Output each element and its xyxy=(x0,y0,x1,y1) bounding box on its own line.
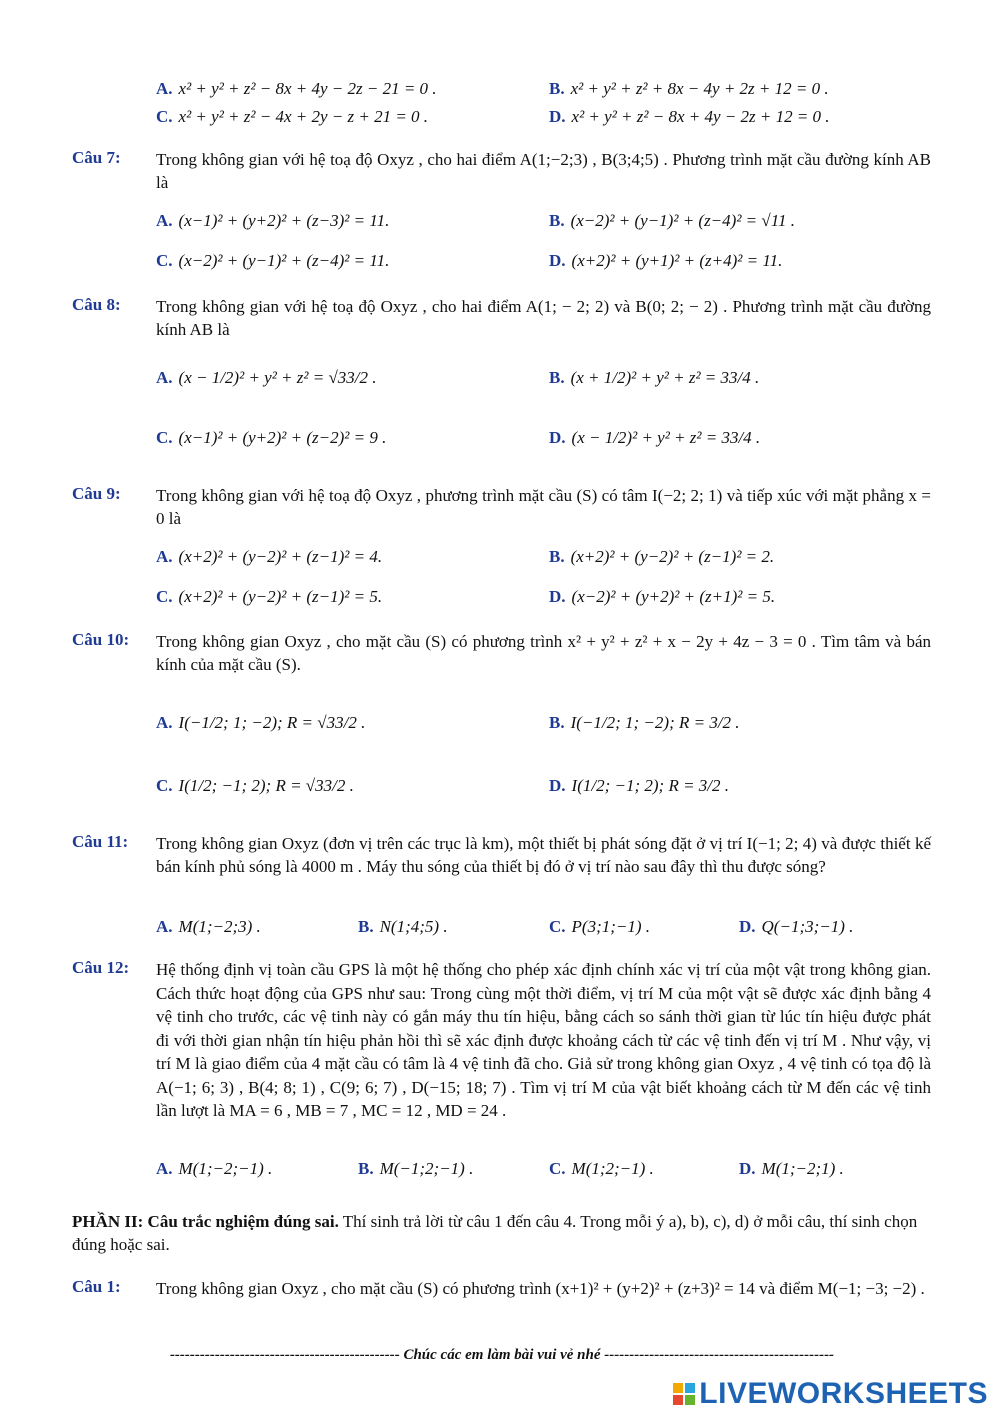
q12-text: Hệ thống định vị toàn cầu GPS là một hệ thống cho phép xác định chính xác vị trí của một vật trong không gian. Cách thức hoạt động của GPS như sau: Trong cùng một thời điểm, vị trí M của một vật sẽ được xác định bằng 4 vệ tinh cho trước, các vệ tinh này có gắn máy thu tín hiệu, bằng cách so sánh thời gian từ lúc tín hiệu được phát đi với thời gian nhận tín hiệu phản hồi thì sẽ xác định được khoảng cách từ các vệ tinh đến vị trí M . Như vậy, vị trí M là giao điểm của 4 mặt cầu có tâm là 4 vệ tinh đã cho. Giả sử trong không gian Oxyz , 4 vệ tinh có tọa độ là A(−1; 6; 3) , B(4; 8; 1) , C(9; 6; 7) , D(−15; 18; 7) . Tìm vị trí M của vật biết khoảng cách từ M đến các vệ tinh lần lượt là MA = 6 , MB = 7 , MC = 12 , MD = 24 . xyxy=(156,960,931,1120)
q10-option-d: D. I(1/2; −1; 2); R = 3/2 . xyxy=(549,776,730,795)
q6-option-a: A. x² + y² + z² − 8x + 4y − 2z − 21 = 0 . xyxy=(156,79,437,98)
q9-option-a: A. (x+2)² + (y−2)² + (z−1)² = 4. xyxy=(156,547,383,566)
q7-option-a: A. (x−1)² + (y+2)² + (z−3)² = 11. xyxy=(156,211,390,230)
q9-label: Câu 9: xyxy=(72,484,121,503)
q12-option-b: B. M(−1;2;−1) . xyxy=(358,1159,474,1178)
q12-option-a: A. M(1;−2;−1) . xyxy=(156,1159,273,1178)
q10-label: Câu 10: xyxy=(72,630,130,649)
q9-option-c: C. (x+2)² + (y−2)² + (z−1)² = 5. xyxy=(156,587,383,606)
q6-option-b: B. x² + y² + z² + 8x − 4y + 2z + 12 = 0 . xyxy=(549,79,829,98)
q8-option-a: A. (x − 1/2)² + y² + z² = √33/2 . xyxy=(156,368,377,387)
q10-option-b: B. I(−1/2; 1; −2); R = 3/2 . xyxy=(549,713,740,732)
q11-option-b: B. N(1;4;5) . xyxy=(358,917,448,936)
part2-q1-text: Trong không gian Oxyz , cho mặt cầu (S) có phương trình (x+1)² + (y+2)² + (z+3)² = 14 và điểm M(−1; −3; −2) . xyxy=(156,1279,925,1298)
q9-text: Trong không gian với hệ toạ độ Oxyz , phương trình mặt cầu (S) có tâm I(−2; 2; 1) và tiếp xúc với mặt phẳng x = 0 là xyxy=(156,486,931,528)
q7-label: Câu 7: xyxy=(72,148,121,167)
q7-text: Trong không gian với hệ toạ độ Oxyz , cho hai điểm A(1;−2;3) , B(3;4;5) . Phương trình mặt cầu đường kính AB là xyxy=(156,150,931,192)
q7-option-b: B. (x−2)² + (y−1)² + (z−4)² = √11 . xyxy=(549,211,795,230)
q9-option-b: B. (x+2)² + (y−2)² + (z−1)² = 2. xyxy=(549,547,775,566)
part2-header xyxy=(72,1210,932,1256)
q8-option-b: B. (x + 1/2)² + y² + z² = 33/4 . xyxy=(549,368,760,387)
part2-q1-label: Câu 1: xyxy=(72,1277,121,1296)
q11-option-d: D. Q(−1;3;−1) . xyxy=(739,917,854,936)
part2-heading: PHẦN II: Câu trắc nghiệm đúng sai. xyxy=(72,1212,339,1231)
q11-label: Câu 11: xyxy=(72,832,129,851)
q12-option-d: D. M(1;−2;1) . xyxy=(739,1159,844,1178)
q11-option-a: A. M(1;−2;3) . xyxy=(156,917,261,936)
q6-option-d: D. x² + y² + z² − 8x + 4y − 2z + 12 = 0 . xyxy=(549,107,830,126)
brand-name: LIVEWORKSHEETS xyxy=(699,1377,988,1410)
q10-text: Trong không gian Oxyz , cho mặt cầu (S) có phương trình x² + y² + z² + x − 2y + 4z − 3 = 0 . Tìm tâm và bán kính của mặt cầu (S). xyxy=(156,632,931,674)
q8-option-c: C. (x−1)² + (y+2)² + (z−2)² = 9 . xyxy=(156,428,387,447)
liveworksheets-logo-icon xyxy=(673,1383,695,1405)
q11-option-c: C. P(3;1;−1) . xyxy=(549,917,651,936)
q6-option-c: C. x² + y² + z² − 4x + 2y − z + 21 = 0 . xyxy=(156,107,429,126)
q10-option-a: A. I(−1/2; 1; −2); R = √33/2 . xyxy=(156,713,366,732)
liveworksheets-brand[interactable] xyxy=(673,1377,988,1411)
q7-option-c: C. (x−2)² + (y−1)² + (z−4)² = 11. xyxy=(156,251,390,270)
q10-option-c: C. I(1/2; −1; 2); R = √33/2 . xyxy=(156,776,354,795)
q8-text: Trong không gian với hệ toạ độ Oxyz , cho hai điểm A(1; − 2; 2) và B(0; 2; − 2) . Phương trình mặt cầu đường kính AB là xyxy=(156,297,931,339)
q8-label: Câu 8: xyxy=(72,295,121,314)
part2-instruction: Thí sinh trả lời từ câu 1 đến câu 4. Trong mỗi ý a), b), c), d) ở mỗi câu, thí sinh chọn đúng hoặc sai. xyxy=(72,1212,918,1254)
q8-option-d: D. (x − 1/2)² + y² + z² = 33/4 . xyxy=(549,428,761,447)
q9-option-d: D. (x−2)² + (y+2)² + (z+1)² = 5. xyxy=(549,587,776,606)
q12-label: Câu 12: xyxy=(72,958,130,977)
q11-text: Trong không gian Oxyz (đơn vị trên các trục là km), một thiết bị phát sóng đặt ở vị trí I(−1; 2; 4) và được thiết kế bán kính phủ sóng là 4000 m . Máy thu sóng của thiết bị đó ở vị trí nào sau đây thì thu được sóng? xyxy=(156,834,931,876)
q12-option-c: C. M(1;2;−1) . xyxy=(549,1159,654,1178)
q7-option-d: D. (x+2)² + (y+1)² + (z+4)² = 11. xyxy=(549,251,783,270)
footer-message: ---------------------------------------------- Chúc các em làm bài vui vẻ nhé ---------------------------------------------- xyxy=(169,1347,835,1363)
